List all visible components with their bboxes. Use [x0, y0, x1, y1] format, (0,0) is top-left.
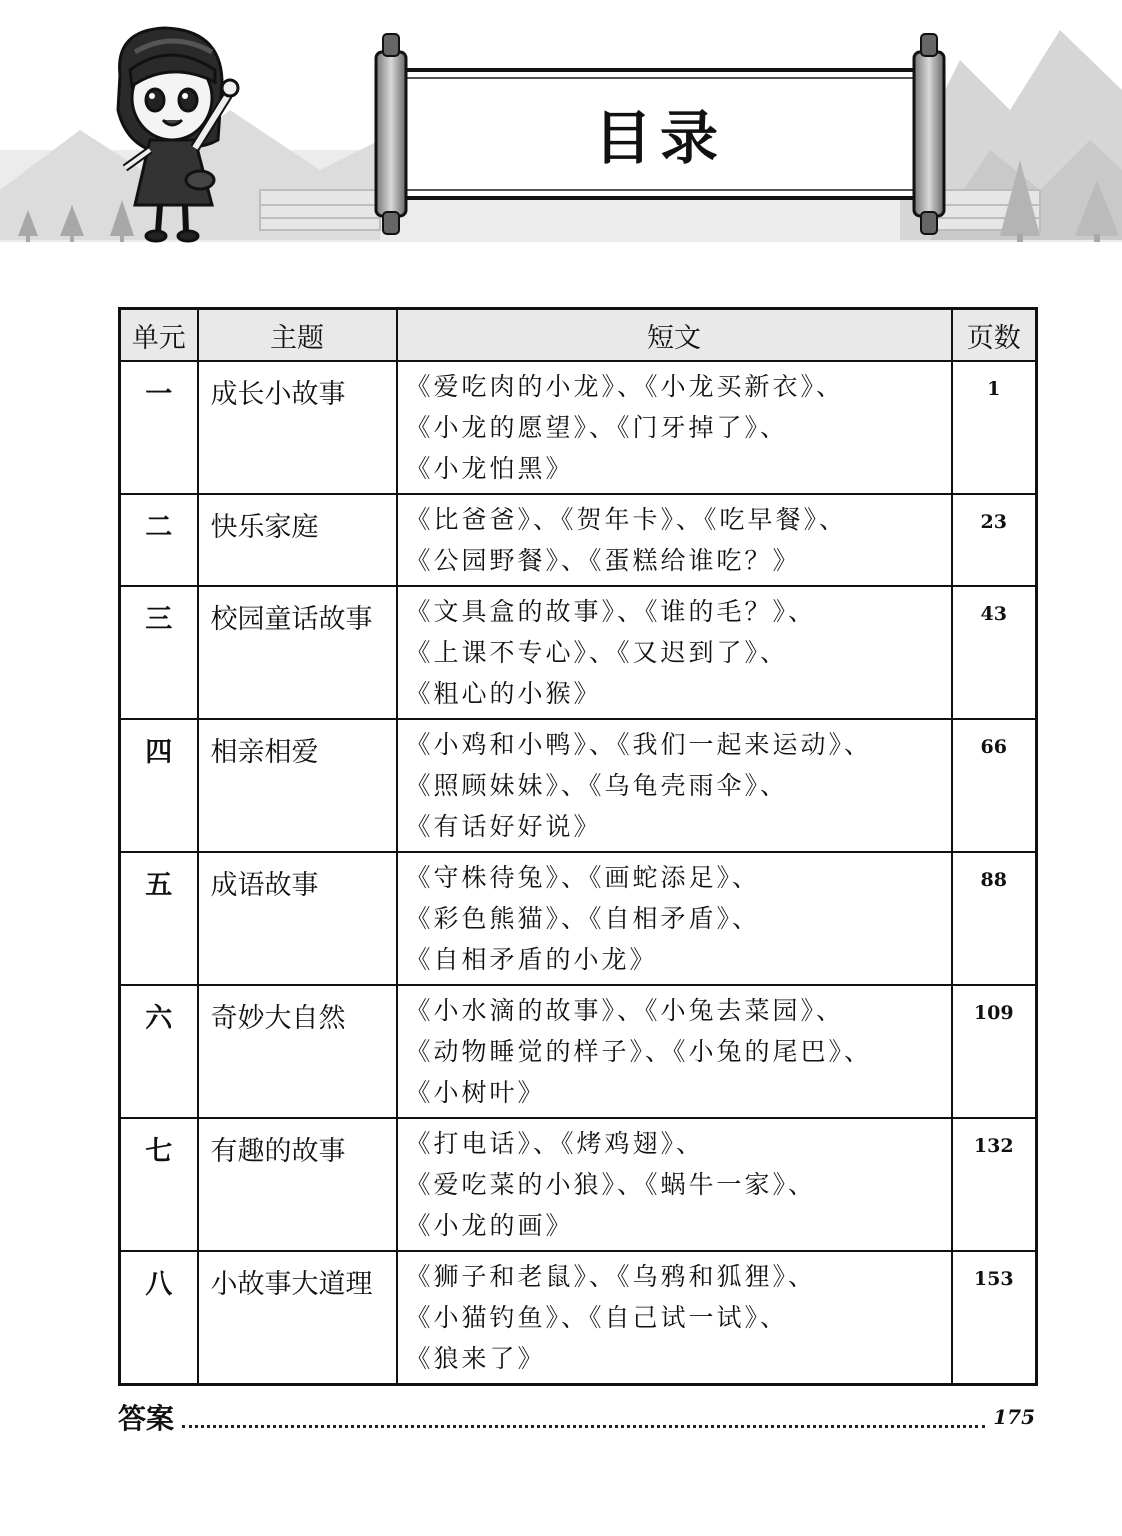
story-titles-line: 《有话好好说》	[405, 812, 602, 841]
header-unit: 单元	[120, 309, 198, 362]
answers-entry[interactable]	[118, 1395, 1035, 1439]
table-row[interactable]	[120, 719, 1037, 852]
story-titles-line: 《守株待兔》、《画蛇添足》、	[405, 863, 761, 892]
story-list	[397, 985, 952, 1118]
unit-number: 一	[120, 361, 198, 494]
table-row[interactable]	[120, 361, 1037, 494]
story-titles-line: 《小鸡和小鸭》、《我们一起来运动》、	[405, 730, 873, 759]
page-number: 66	[952, 719, 1037, 852]
unit-number: 五	[120, 852, 198, 985]
answers-page-number: 175	[993, 1405, 1035, 1429]
table-header-row	[120, 309, 1037, 362]
table-row[interactable]	[120, 852, 1037, 985]
story-titles-line: 《照顾妹妹》、《乌龟壳雨伞》、	[405, 771, 789, 800]
story-titles-line: 《彩色熊猫》、《自相矛盾》、	[405, 904, 761, 933]
story-list	[397, 1251, 952, 1385]
story-titles-line: 《动物睡觉的样子》、《小兔的尾巴》、	[405, 1037, 873, 1066]
unit-theme: 校园童话故事	[198, 586, 397, 719]
unit-theme: 奇妙大自然	[198, 985, 397, 1118]
story-titles-line: 《小水滴的故事》、《小兔去菜园》、	[405, 996, 845, 1025]
story-titles-line: 《爱吃菜的小狼》、《蜗牛一家》、	[405, 1170, 817, 1199]
story-list	[397, 852, 952, 985]
unit-theme: 相亲相爱	[198, 719, 397, 852]
story-list	[397, 586, 952, 719]
table-row[interactable]	[120, 586, 1037, 719]
unit-number: 七	[120, 1118, 198, 1251]
story-titles-line: 《小龙的愿望》、《门牙掉了》、	[405, 413, 789, 442]
unit-number: 六	[120, 985, 198, 1118]
story-titles-line: 《爱吃肉的小龙》、《小龙买新衣》、	[405, 372, 845, 401]
story-titles-line: 《打电话》、《烤鸡翅》、	[405, 1129, 705, 1158]
story-titles-line: 《文具盒的故事》、《谁的毛？》、	[405, 597, 817, 626]
unit-theme: 快乐家庭	[198, 494, 397, 586]
story-titles-line: 《公园野餐》、《蛋糕给谁吃？》	[405, 546, 801, 575]
story-titles-line: 《粗心的小猴》	[405, 679, 602, 708]
story-titles-line: 《狮子和老鼠》、《乌鸦和狐狸》、	[405, 1262, 817, 1291]
story-titles-line: 《小树叶》	[405, 1078, 546, 1107]
table-row[interactable]	[120, 985, 1037, 1118]
page-number: 88	[952, 852, 1037, 985]
header-texts: 短文	[397, 309, 952, 362]
header-theme: 主题	[198, 309, 397, 362]
page-number: 109	[952, 985, 1037, 1118]
contents-table	[118, 307, 1038, 1386]
story-list	[397, 494, 952, 586]
page-number: 43	[952, 586, 1037, 719]
table-row[interactable]	[120, 1251, 1037, 1385]
story-titles-line: 《上课不专心》、《又迟到了》、	[405, 638, 789, 667]
table-row[interactable]	[120, 494, 1037, 586]
story-titles-line: 《比爸爸》、《贺年卡》、《吃早餐》、	[405, 505, 848, 534]
story-list	[397, 361, 952, 494]
table-row[interactable]	[120, 1118, 1037, 1251]
answers-label: 答案	[118, 1402, 175, 1435]
story-titles-line: 《小龙的画》	[405, 1211, 574, 1240]
unit-number: 八	[120, 1251, 198, 1385]
unit-number: 三	[120, 586, 198, 719]
unit-theme: 有趣的故事	[198, 1118, 397, 1251]
story-list	[397, 1118, 952, 1251]
header-page: 页数	[952, 309, 1037, 362]
unit-number: 二	[120, 494, 198, 586]
page-title: 目录	[593, 104, 726, 172]
page-number: 23	[952, 494, 1037, 586]
story-titles-line: 《小猫钓鱼》、《自己试一试》、	[405, 1303, 789, 1332]
dot-leader	[182, 1425, 985, 1428]
unit-theme: 成长小故事	[198, 361, 397, 494]
page-number: 1	[952, 361, 1037, 494]
story-list	[397, 719, 952, 852]
unit-number: 四	[120, 719, 198, 852]
table-body	[120, 361, 1037, 1385]
story-titles-line: 《狼来了》	[405, 1344, 546, 1373]
story-titles-line: 《自相矛盾的小龙》	[405, 945, 658, 974]
page-number: 153	[952, 1251, 1037, 1385]
page-number: 132	[952, 1118, 1037, 1251]
unit-theme: 成语故事	[198, 852, 397, 985]
page-header	[0, 0, 1122, 250]
story-titles-line: 《小龙怕黑》	[405, 454, 574, 483]
unit-theme: 小故事大道理	[198, 1251, 397, 1385]
